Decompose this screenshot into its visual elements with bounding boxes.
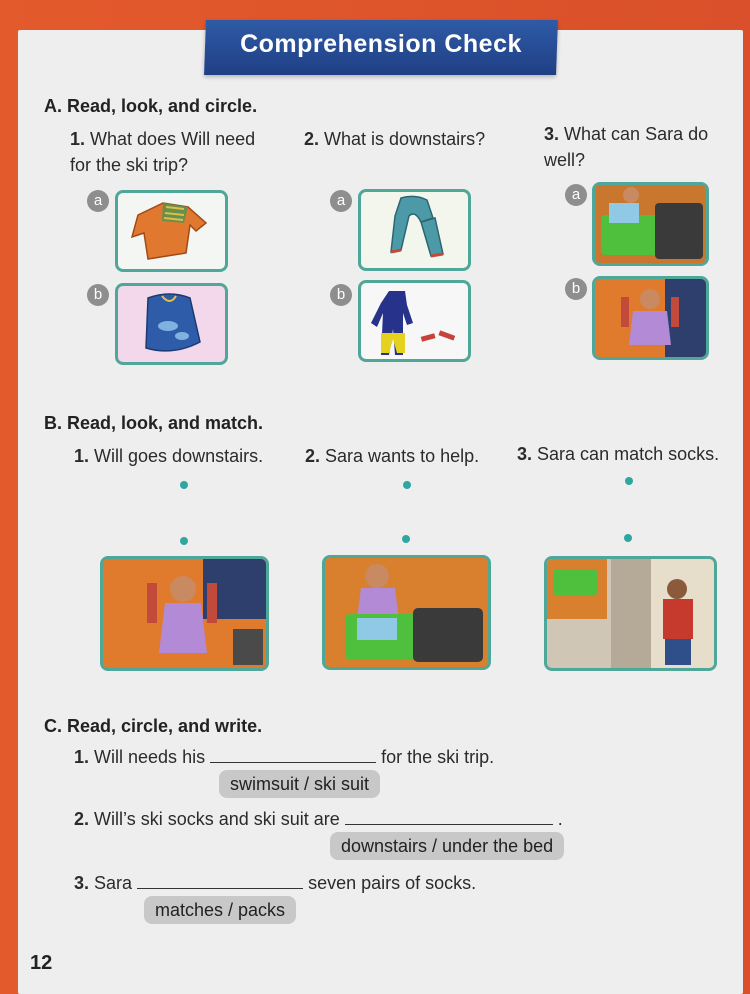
bag-icon: [118, 286, 225, 362]
match-dot-bottom-3[interactable]: [624, 534, 632, 542]
sentence-c1-post: for the ski trip.: [381, 747, 495, 767]
match-dot-top-2[interactable]: [403, 481, 411, 489]
sentence-c1-pre: Will needs his: [94, 747, 206, 767]
question-a3-number: 3.: [544, 124, 560, 144]
sentence-b2-number: 2.: [305, 446, 321, 466]
question-a1-text: What does Will need for the ski trip?: [70, 129, 256, 175]
suitcase-icon: [595, 185, 706, 263]
sentence-b3-number: 3.: [517, 444, 533, 464]
scarf-icon: [361, 192, 468, 268]
match-picture-girl-packing[interactable]: [322, 555, 491, 670]
sentence-b1-text: Will goes downstairs.: [94, 446, 264, 466]
packing-picture[interactable]: [592, 182, 709, 266]
socks-picture[interactable]: [592, 276, 709, 360]
boy-stairs-icon: [547, 559, 714, 668]
sweater-icon: [118, 193, 225, 269]
suitcase-icon: [325, 558, 488, 667]
sentence-c1-number: 1.: [74, 747, 90, 767]
swimsuit-bag-picture[interactable]: [115, 283, 228, 365]
choice-chip-3[interactable]: matches / packs: [144, 896, 296, 924]
question-a1: [70, 126, 280, 178]
option-b-badge[interactable]: b: [330, 284, 352, 306]
sentence-c1: [74, 744, 734, 770]
answer-blank-3[interactable]: [137, 888, 303, 889]
sentence-c3-number: 3.: [74, 873, 90, 893]
sentence-b1: [74, 443, 263, 469]
question-a3: [544, 121, 734, 173]
question-a2-text: What is downstairs?: [324, 129, 486, 149]
section-b-heading: B. Read, look, and match.: [44, 413, 264, 433]
answer-blank-2[interactable]: [345, 824, 553, 825]
sentence-b1-number: 1.: [74, 446, 90, 466]
option-a-badge[interactable]: a: [87, 190, 109, 212]
match-dot-bottom-2[interactable]: [402, 535, 410, 543]
sentence-c3-post: seven pairs of socks.: [308, 873, 477, 893]
sentence-c2: [74, 806, 734, 832]
option-a-badge[interactable]: a: [565, 184, 587, 206]
sentence-c3: [74, 870, 734, 896]
option-b-badge[interactable]: b: [87, 284, 109, 306]
scarf-picture[interactable]: [358, 189, 471, 271]
sentence-b3: [517, 441, 719, 467]
sentence-c2-pre: Will’s ski socks and ski suit are: [94, 809, 340, 829]
answer-blank-1[interactable]: [210, 762, 376, 763]
section-c-heading: C. Read, circle, and write.: [44, 716, 263, 736]
girl-socks-icon: [103, 559, 266, 668]
sentence-c3-pre: Sara: [94, 873, 133, 893]
question-a2-number: 2.: [304, 129, 320, 149]
option-b-badge[interactable]: b: [565, 278, 587, 300]
option-a-badge[interactable]: a: [330, 190, 352, 212]
ski-suit-picture[interactable]: [358, 280, 471, 362]
question-a1-number: 1.: [70, 129, 86, 149]
question-a3-text: What can Sara do well?: [544, 124, 709, 170]
sentence-c2-number: 2.: [74, 809, 90, 829]
ski-suit-icon: [361, 283, 468, 359]
sweater-picture[interactable]: [115, 190, 228, 272]
match-dot-top-3[interactable]: [625, 477, 633, 485]
sentence-b2-text: Sara wants to help.: [325, 446, 480, 466]
match-dot-top-1[interactable]: [180, 481, 188, 489]
match-dot-bottom-1[interactable]: [180, 537, 188, 545]
page-number: 12: [30, 952, 53, 974]
choice-chip-2[interactable]: downstairs / under the bed: [330, 832, 564, 860]
sentence-b3-text: Sara can match socks.: [537, 444, 720, 464]
section-a-heading: A. Read, look, and circle.: [44, 96, 258, 116]
page-title: Comprehension Check: [240, 30, 522, 58]
match-picture-boy-stairs[interactable]: [544, 556, 717, 671]
choice-chip-1[interactable]: swimsuit / ski suit: [219, 770, 380, 798]
match-picture-girl-socks[interactable]: [100, 556, 269, 671]
question-a2: [304, 126, 524, 152]
girl-socks-icon: [595, 279, 706, 357]
sentence-c2-post: .: [557, 809, 563, 829]
sentence-b2: [305, 443, 479, 469]
